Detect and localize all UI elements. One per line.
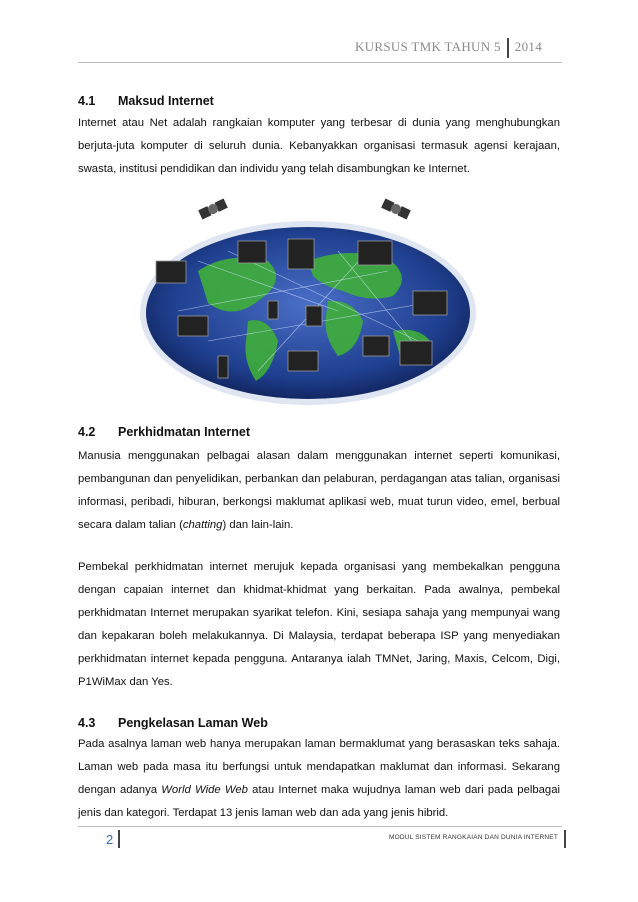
text-run: Manusia menggunakan pelbagai alasan dalam menggunakan internet seperti komunikasi, pembangunan dan penyelidikan, perbankan dan pelaburan, perdagangan atas talian, organisasi informasi, peribadi, hiburan, berkongsi maklumat aplikasi web, muat turun video, emel, berbual secara dalam talian ( — [78, 450, 560, 531]
emphasis-text: World Wide Web — [161, 784, 248, 796]
phone-icon — [268, 301, 278, 319]
tablet-icon — [306, 306, 322, 326]
text-run: Pada asalnya laman web hanya merupakan laman bermaklumat yang berasaskan teks sahaja. Laman web pada masa itu berfungsi untuk mendapatkan maklumat dan informasi. Sekarang dengan adanya — [78, 738, 560, 796]
section-title: Pengkelasan Laman Web — [118, 716, 268, 730]
header-separator — [507, 38, 509, 58]
section-4-1-heading — [78, 92, 560, 110]
section-number: 4.2 — [78, 425, 96, 439]
emphasis-text: chatting — [182, 519, 223, 531]
server-icon — [218, 356, 228, 378]
section-4-3-heading — [78, 714, 560, 732]
laptop-icon — [413, 291, 447, 315]
computer-icon — [358, 241, 392, 265]
section-number: 4.3 — [78, 716, 96, 730]
footer-rule — [78, 826, 562, 827]
section-4-2-paragraph-2: Pembekal perkhidmatan internet merujuk kepada organisasi yang membekalkan pengguna dengan capaian internet dan khidmat-khidmat yang berkaitan. Pada awalnya, pembekal perkhidmatan Internet merupakan syarikat telefon. Kini, sesiapa sahaja yang mempunyai wang dan kepakaran boleh melakukannya. Di Malaysia, terdapat beberapa ISP yang menyediakan perkhidmatan internet kepada pengguna. Antaranya ialah TMNet, Jaring, Maxis, Celcom, Digi, P1WiMax dan Yes. — [78, 561, 560, 688]
header-rule — [78, 62, 562, 63]
section-title: Maksud Internet — [118, 94, 214, 108]
monitor-icon — [288, 239, 314, 269]
desktop-icon — [238, 241, 266, 263]
section-title: Perkhidmatan Internet — [118, 425, 250, 439]
text-run: ) dan lain-lain. — [222, 519, 294, 531]
monitor-icon — [363, 336, 389, 356]
footer-module-title: MODUL SISTEM RANGKAIAN DAN DUNIA INTERNET — [388, 834, 558, 841]
internet-globe-illustration — [138, 191, 478, 409]
section-4-3-text — [78, 733, 560, 825]
text-run: atau Internet maka wujudnya laman web dari pada pelbagai jenis dan kategori. Terdapat 13 jenis laman web dan ada yang jenis hibrid. — [78, 784, 560, 819]
satellite-icon — [198, 199, 228, 220]
section-4-2-heading — [78, 423, 560, 441]
header-course: KURSUS TMK TAHUN 5 — [354, 38, 501, 54]
laptop-icon — [156, 261, 186, 283]
page-content — [78, 92, 560, 825]
page-number: 2 — [106, 832, 114, 847]
page-number-bar — [118, 830, 120, 848]
satellite-icon — [381, 199, 411, 220]
laptop-icon — [288, 351, 318, 371]
section-number: 4.1 — [78, 94, 96, 108]
laptop-icon — [178, 316, 208, 336]
page-header — [355, 38, 542, 58]
globe-network-graphic — [138, 191, 478, 409]
footer-title-bar — [564, 830, 566, 848]
header-year: 2014 — [514, 38, 542, 54]
section-4-2-paragraph-1 — [78, 445, 560, 537]
desktop-icon — [400, 341, 432, 365]
section-4-1-text: Internet atau Net adalah rangkaian komputer yang terbesar di dunia yang menghubungkan berjuta-juta komputer di seluruh dunia. Kebanyakkan organisasi termasuk agensi kerajaan, swasta, institusi pendidikan dan individu yang telah disambungkan ke Internet. — [78, 117, 560, 175]
